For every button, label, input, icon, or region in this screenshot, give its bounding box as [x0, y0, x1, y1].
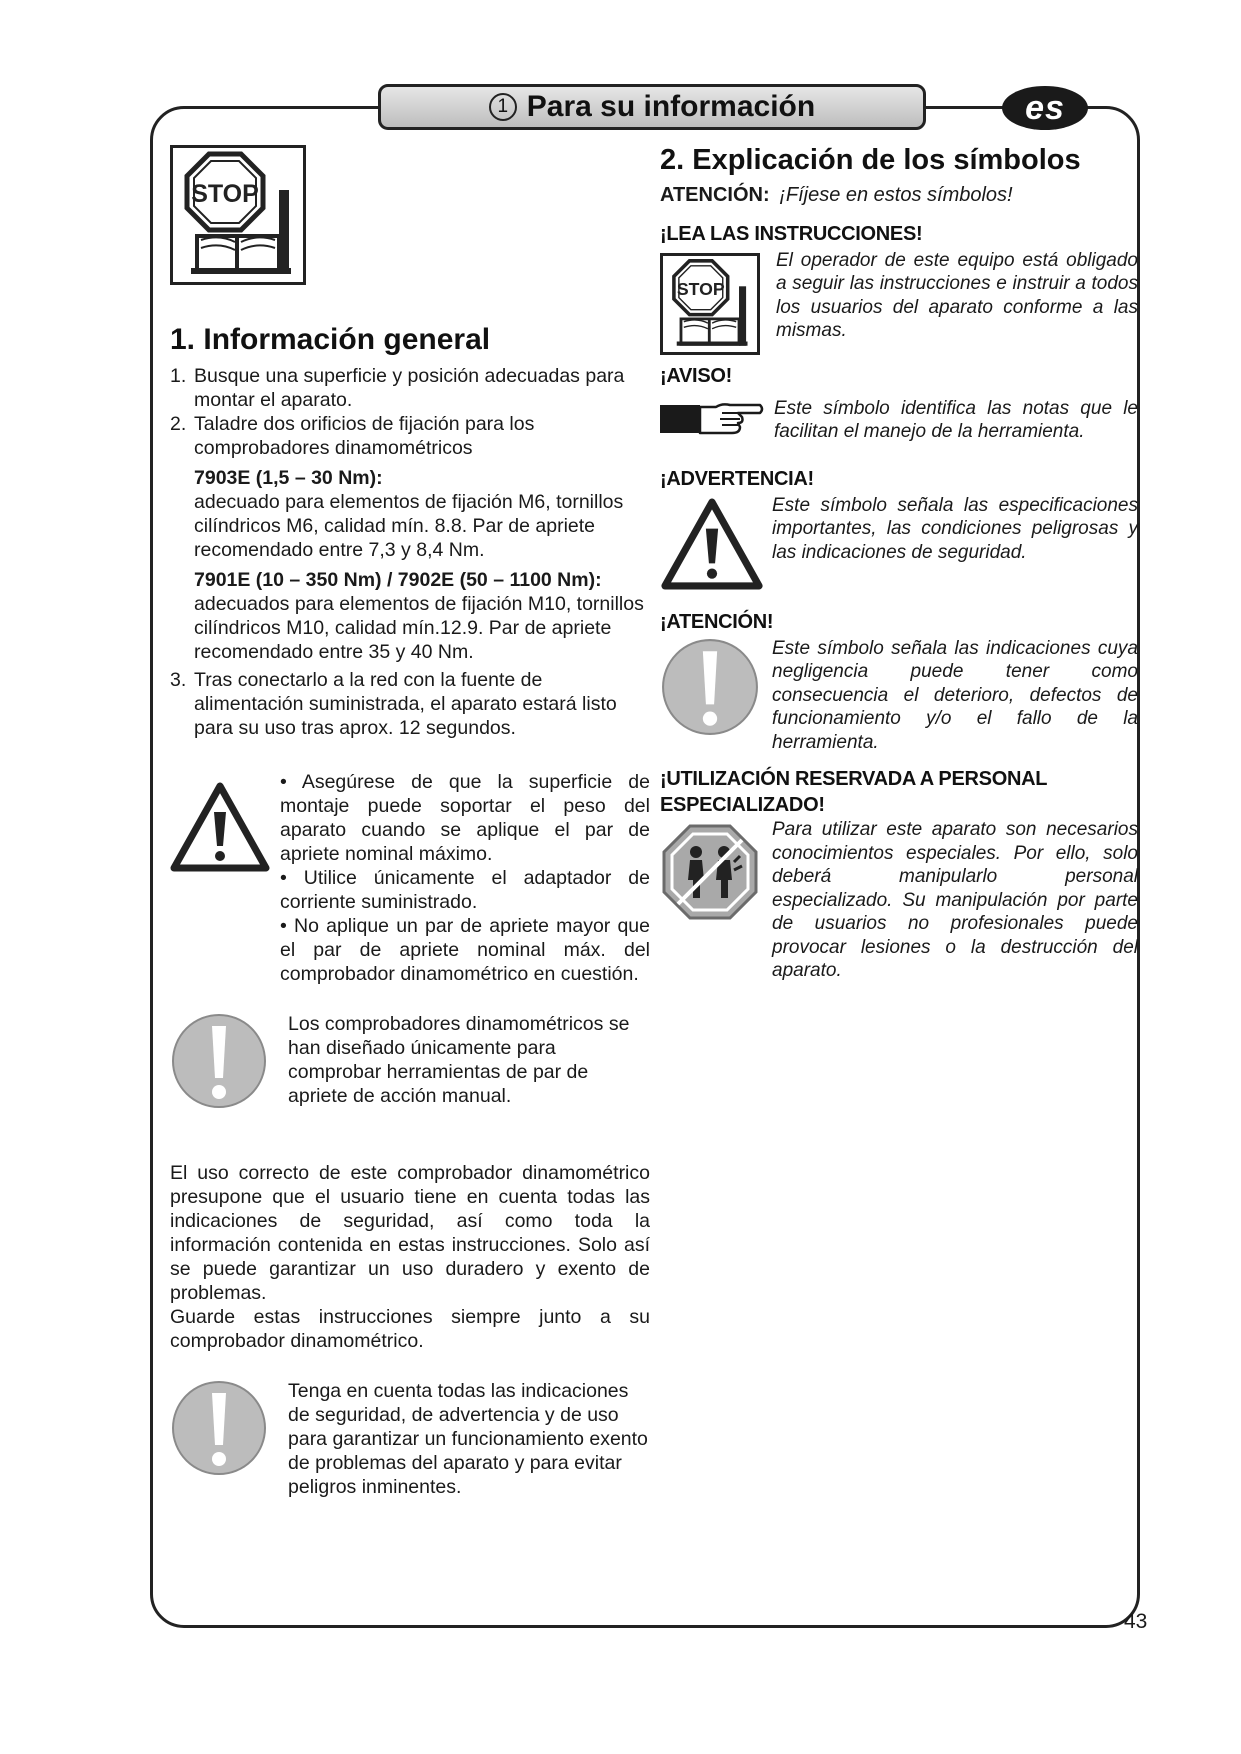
symbol-text: El operador de este equipo está obligado a seguir las instrucciones e instruir a todos los usuarios del aparato conforme a las mismas. [776, 249, 1138, 342]
exclamation-circle-icon [170, 1379, 268, 1482]
exclamation-circle-icon [170, 1012, 268, 1115]
symbol-text: Este símbolo identifica las notas que le facilitan el manejo de la herramienta. [774, 397, 1138, 443]
attention-text: ¡Fíjese en estos símbolos! [779, 183, 1013, 206]
symbol-title: ¡UTILIZACIÓN RESERVADA A PERSONAL ESPECIALIZADO! [660, 768, 1047, 817]
spec-body-7903e: adecuado para elementos de fijación M6, tornillos cilíndricos M6, calidad mín. 8.8. Par de apriete recomendado entre 7,3 y 8,4 Nm. [194, 491, 624, 561]
symbol-block [660, 249, 1138, 355]
section-number: 1 [489, 93, 517, 121]
paragraph: El uso correcto de este comprobador dinamométrico presupone que el usuario tiene en cuenta todas las indicaciones de seguridad, así como toda la información contenida en estas instrucciones. Solo así se puede garantizar un uso duradero y exento de problemas. [170, 1162, 650, 1304]
spec-heading-7901e-7902e: 7901E (10 – 350 Nm) / 7902E (50 – 1100 Nm): [194, 569, 602, 591]
warning-triangle-icon [660, 494, 764, 595]
list-item: 3. Tras conectarlo a la red con la fuente de alimentación suministrada, el aparato estará listo para su uso tras aprox. 12 segundos. [170, 669, 617, 739]
exclamation-circle-icon [660, 637, 762, 742]
list-item: 2. Taladre dos orificios de fijación para los comprobadores dinamométricos [170, 413, 535, 459]
left-column [170, 145, 650, 1499]
symbol-block [660, 818, 1138, 983]
section-heading-general: 1. Información general [170, 323, 491, 356]
spec-body-7901e-7902e: adecuados para elementos de fijación M10, tornillos cilíndricos M10, calidad mín.12.9. Par de apriete recomendado entre 35 y 40 Nm. [194, 593, 644, 663]
symbol-block [660, 494, 1138, 595]
paragraph: Guarde estas instrucciones siempre junto a su comprobador dinamométrico. [170, 1306, 650, 1352]
language-badge: es [1002, 86, 1088, 130]
symbol-text: Este símbolo señala las especificaciones importantes, las condiciones peligrosas y las indicaciones de seguridad. [772, 494, 1138, 563]
list-item: 1. Busque una superficie y posición adecuadas para montar el aparato. [170, 365, 625, 411]
svg-text:STOP: STOP [676, 278, 725, 299]
symbol-text: Este símbolo señala las indicaciones cuya negligencia puede tener como consecuencia el deterioro, defectos de funcionamiento y/o el fallo de la herramienta. [772, 637, 1138, 753]
warning-bullet: • Utilice únicamente el adaptador de corriente suministrado. [280, 867, 650, 913]
warning-bullet: • No aplique un par de apriete mayor que el par de apriete nominal máx. del comprobador dinamométrico en cuestión. [280, 915, 650, 985]
warning-block [170, 770, 650, 986]
symbol-title: ¡ADVERTENCIA! [660, 467, 814, 490]
stop-read-manual-icon [660, 253, 760, 355]
symbol-block [660, 637, 1138, 755]
note-block [170, 1012, 650, 1115]
symbol-title: ¡LEA LAS INSTRUCCIONES! [660, 222, 923, 245]
section-heading-symbols: 2. Explicación de los símbolos [660, 144, 1081, 176]
symbol-text: Para utilizar este aparato son necesarios conocimientos especiales. Por ello, solo deberá manipularlo personal especializado. Su manipulación por parte de usuarios no profesionales puede provocar lesiones o la destrucción del aparato. [772, 819, 1138, 982]
note-text: Tenga en cuenta todas las indicaciones de seguridad, de advertencia y de uso para garantizar un funcionamiento exento de problemas del aparato y para evitar peligros inminentes. [288, 1380, 648, 1498]
page-number: 43 [1124, 1610, 1148, 1633]
stop-read-manual-icon [170, 145, 306, 285]
svg-text:STOP: STOP [191, 180, 259, 208]
right-column [660, 145, 1138, 983]
pointing-hand-icon [660, 391, 764, 442]
symbol-block [660, 391, 1138, 444]
attention-line [660, 183, 1138, 207]
warning-bullet: • Asegúrese de que la superficie de montaje puede soportar el peso del aparato cuando se aplique el par de apriete nominal máximo. [280, 771, 650, 865]
section-header [378, 84, 926, 130]
warning-triangle-icon [170, 770, 270, 877]
specialist-personnel-icon [660, 818, 762, 927]
attention-label: ATENCIÓN: [660, 183, 770, 206]
spec-heading-7903e: 7903E (1,5 – 30 Nm): [194, 467, 383, 489]
symbol-title: ¡ATENCIÓN! [660, 610, 774, 633]
symbol-title: ¡AVISO! [660, 364, 732, 387]
note-block [170, 1379, 650, 1499]
note-text: Los comprobadores dinamométricos se han diseñado únicamente para comprobar herramientas de par de apriete de acción manual. [288, 1013, 630, 1107]
section-title: Para su información [526, 90, 816, 123]
